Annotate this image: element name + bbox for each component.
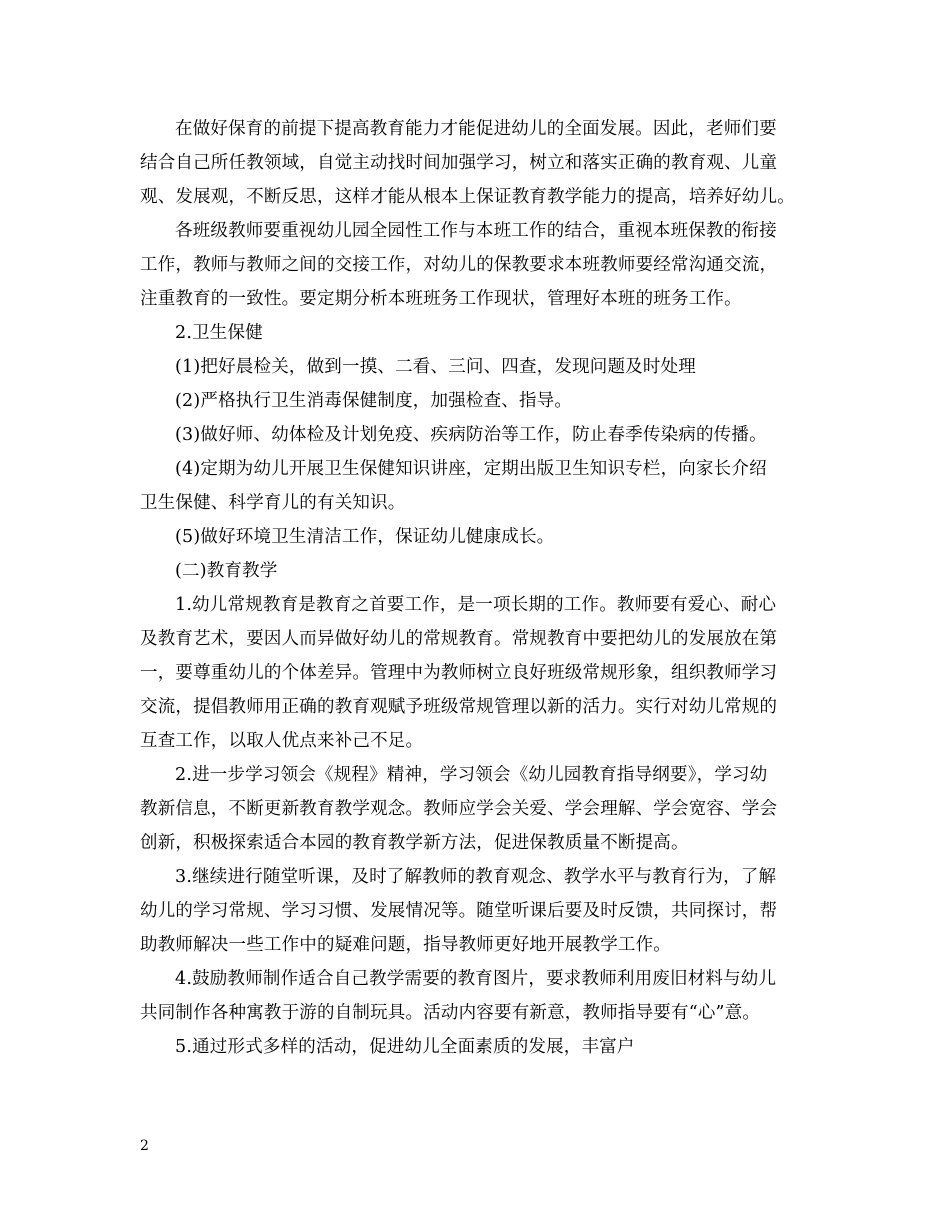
text-line: 交流，提倡教师用正确的教育观赋予班级常规管理以新的活力。实行对幼儿常规的 xyxy=(140,697,778,717)
text-line: 助教师解决一些工作中的疑难问题，指导教师更好地开展教学工作。 xyxy=(140,935,671,955)
text-line: (二)教育教学 xyxy=(175,561,278,581)
text-line: 4.鼓励教师制作适合自己教学需要的教育图片，要求教师利用废旧材料与幼儿 xyxy=(175,969,777,989)
text-line: 2.进一步学习领会《规程》精神，学习领会《幼儿园教育指导纲要》，学习幼 xyxy=(175,765,768,785)
text-line: (3)做好师、幼体检及计划免疫、疾病防治等工作，防止春季传染病的传播。 xyxy=(175,425,767,445)
page-number: 2 xyxy=(140,1138,149,1154)
text-line: (1)把好晨检关，做到一摸、二看、三问、四查，发现问题及时处理 xyxy=(175,357,696,377)
text-line: 创新，积极探索适合本园的教育教学新方法，促进保教质量不断提高。 xyxy=(140,833,689,853)
text-line: 观、发展观，不断反思，这样才能从根本上保证教育教学能力的提高，培养好幼儿。 xyxy=(140,187,795,207)
text-line: 一，要尊重幼儿的个体差异。管理中为教师树立良好班级常规形象，组织教师学习 xyxy=(140,663,778,683)
text-line: (4)定期为幼儿开展卫生保健知识讲座，定期出版卫生知识专栏，向家长介绍 xyxy=(175,459,767,479)
text-line: 5.通过形式多样的活动，促进幼儿全面素质的发展，丰富户 xyxy=(175,1037,635,1057)
text-line: (2)严格执行卫生消毒保健制度，加强检查、指导。 xyxy=(175,391,573,411)
text-line: 共同制作各种寓教于游的自制玩具。活动内容要有新意，教师指导要有“心”意。 xyxy=(140,1003,761,1023)
text-line: 在做好保育的前提下提高教育能力才能促进幼儿的全面发展。因此，老师们要 xyxy=(175,119,777,139)
text-line: 2.卫生保健 xyxy=(175,323,263,343)
text-line: 各班级教师要重视幼儿园全园性工作与本班工作的结合，重视本班保教的衔接 xyxy=(175,221,777,241)
text-line: 及教育艺术，要因人而异做好幼儿的常规教育。常规教育中要把幼儿的发展放在第 xyxy=(140,629,778,649)
text-line: 幼儿的学习常规、学习习惯、发展情况等。随堂听课后要及时反馈，共同探讨，帮 xyxy=(140,901,778,921)
text-line: 3.继续进行随堂听课，及时了解教师的教育观念、教学水平与教育行为，了解 xyxy=(175,867,777,887)
text-line: 结合自己所任教领域，自觉主动找时间加强学习，树立和落实正确的教育观、儿童 xyxy=(140,153,778,173)
text-line: (5)做好环境卫生清洁工作，保证幼儿健康成长。 xyxy=(175,527,555,547)
text-line: 互查工作，以取人优点来补己不足。 xyxy=(140,731,424,751)
text-line: 1.幼儿常规教育是教育之首要工作，是一项长期的工作。教师要有爱心、耐心 xyxy=(175,595,777,615)
text-line: 卫生保健、科学育儿的有关知识。 xyxy=(140,493,406,513)
text-line: 工作，教师与教师之间的交接工作，对幼儿的保教要求本班教师要经常沟通交流， xyxy=(140,255,778,275)
body-text xyxy=(140,112,830,1064)
text-line: 教新信息，不断更新教育教学观念。教师应学会关爱、学会理解、学会宽容、学会 xyxy=(140,799,778,819)
text-line: 注重教育的一致性。要定期分析本班班务工作现状，管理好本班的班务工作。 xyxy=(140,289,742,309)
